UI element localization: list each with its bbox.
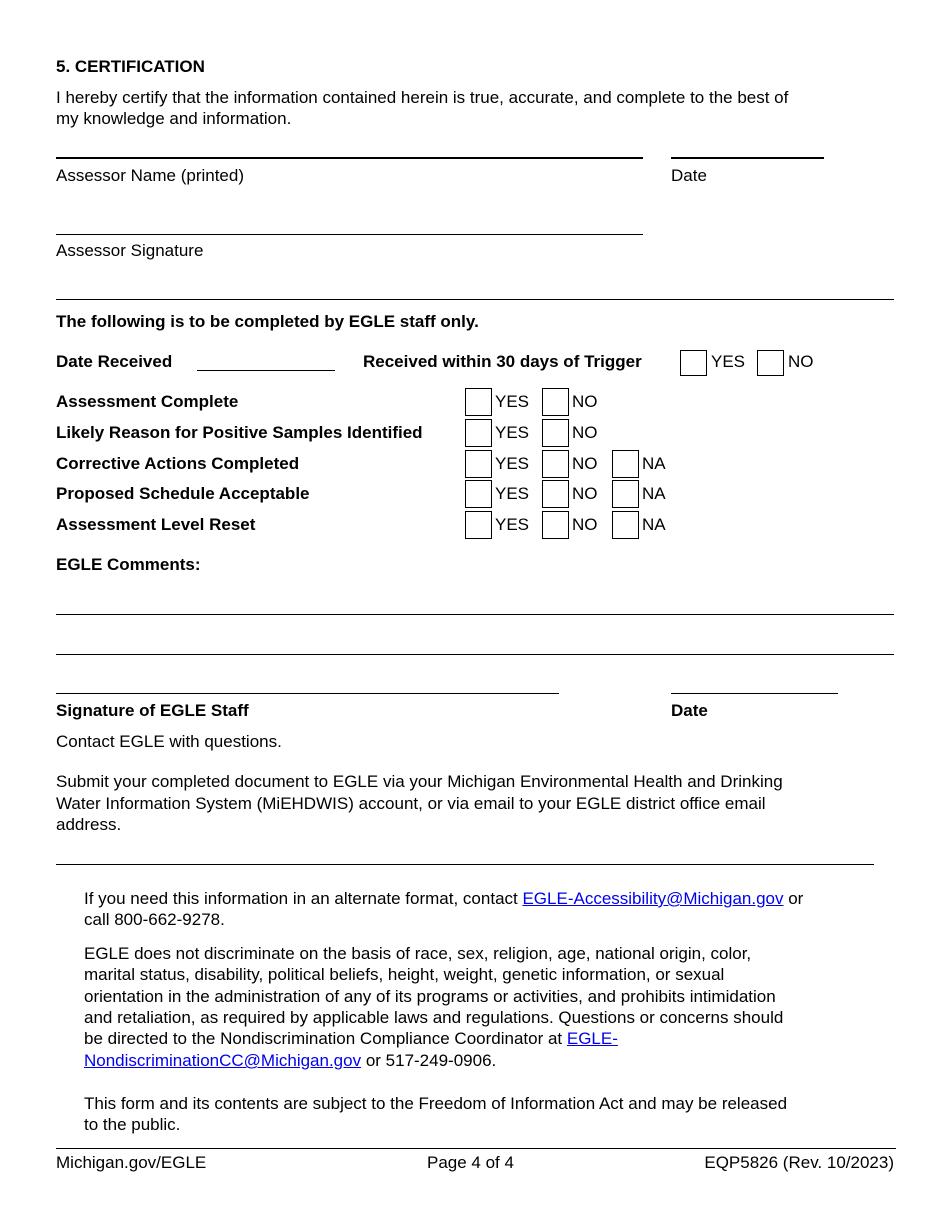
likely-reason-yes-label: YES [495,423,530,442]
proposed-schedule-yes-label: YES [495,484,530,503]
foia-line1: This form and its contents are subject to the Freedom of Information Act and may be released [84,1094,788,1113]
within-30-days-label: Received within 30 days of Trigger [363,352,642,371]
likely-reason-label: Likely Reason for Positive Samples Identified [56,423,423,442]
accessibility-email-link[interactable]: EGLE-Accessibility@Michigan.gov [522,889,784,908]
nondisc-phone: or 517-249-0906. [361,1051,497,1070]
assessment-level-reset-yes-label: YES [495,515,530,534]
egle-comments-label: EGLE Comments: [56,555,201,574]
submit-line3: address. [56,815,122,834]
footer-form-number: EQP5826 (Rev. 10/2023) [704,1153,894,1172]
within-30-yes-label: YES [711,352,746,371]
assessment-complete-no-checkbox[interactable] [542,388,569,416]
submit-line2: Water Information System (MiEHDWIS) account, or via email to your EGLE district office email [56,794,766,813]
proposed-schedule-no-checkbox[interactable] [542,480,569,508]
staff-signature-line[interactable] [56,693,559,694]
assessment-complete-yes-label: YES [495,392,530,411]
assessor-name-line[interactable] [56,157,643,159]
corrective-actions-no-label: NO [572,454,598,473]
assessor-date-label: Date [671,166,707,185]
within-30-yes-checkbox[interactable] [680,350,707,376]
within-30-no-checkbox[interactable] [757,350,784,376]
certification-heading: 5. CERTIFICATION [56,57,205,76]
date-received-label: Date Received [56,352,173,371]
assessment-level-reset-label: Assessment Level Reset [56,515,256,534]
assessor-name-label: Assessor Name (printed) [56,166,245,185]
likely-reason-no-label: NO [572,423,598,442]
alt-format-post: or [783,889,804,908]
corrective-actions-label: Corrective Actions Completed [56,454,300,473]
assessment-complete-label: Assessment Complete [56,392,239,411]
staff-date-line[interactable] [671,693,838,694]
staff-heading: The following is to be completed by EGLE staff only. [56,312,479,331]
corrective-actions-na-checkbox[interactable] [612,450,639,478]
comments-line-2[interactable] [56,654,894,655]
nondisc-line5-text: be directed to the Nondiscrimination Compliance Coordinator at [84,1029,567,1048]
staff-signature-label: Signature of EGLE Staff [56,701,249,720]
notice-divider [56,864,874,865]
corrective-actions-yes-checkbox[interactable] [465,450,492,478]
corrective-actions-na-label: NA [642,454,666,473]
foia-line2: to the public. [84,1115,181,1134]
proposed-schedule-na-checkbox[interactable] [612,480,639,508]
staff-date-label: Date [671,701,708,720]
within-30-no-label: NO [788,352,814,371]
footer-page-number: Page 4 of 4 [427,1153,514,1172]
nondisc-line5 [84,1029,618,1049]
alt-format-pre: If you need this information in an alternate format, contact [84,889,523,908]
contact-line: Contact EGLE with questions. [56,732,282,751]
certification-statement-line2: my knowledge and information. [56,109,292,128]
proposed-schedule-yes-checkbox[interactable] [465,480,492,508]
footer-divider [56,1148,896,1149]
nondisc-email-link-part1[interactable]: EGLE- [566,1029,618,1048]
assessment-level-reset-no-label: NO [572,515,598,534]
proposed-schedule-na-label: NA [642,484,666,503]
likely-reason-yes-checkbox[interactable] [465,419,492,447]
corrective-actions-yes-label: YES [495,454,530,473]
assessment-level-reset-na-checkbox[interactable] [612,511,639,539]
alt-format-line2: call 800-662-9278. [84,910,225,929]
corrective-actions-no-checkbox[interactable] [542,450,569,478]
likely-reason-no-checkbox[interactable] [542,419,569,447]
footer-left: Michigan.gov/EGLE [56,1153,207,1172]
assessment-complete-yes-checkbox[interactable] [465,388,492,416]
assessment-level-reset-yes-checkbox[interactable] [465,511,492,539]
alt-format-line1 [84,889,803,909]
certification-statement-line1: I hereby certify that the information contained herein is true, accurate, and complete to the best of [56,88,789,107]
proposed-schedule-label: Proposed Schedule Acceptable [56,484,310,503]
assessment-level-reset-na-label: NA [642,515,666,534]
submit-line1: Submit your completed document to EGLE via your Michigan Environmental Health and Drinking [56,772,783,791]
section-divider [56,299,894,300]
assessor-date-line[interactable] [671,157,824,159]
nondisc-email-link-part2[interactable]: NondiscriminationCC@Michigan.gov [84,1051,362,1070]
nondisc-line1: EGLE does not discriminate on the basis of race, sex, religion, age, national origin, color, [84,944,752,963]
comments-line-1[interactable] [56,614,894,615]
assessor-signature-line[interactable] [56,234,643,235]
nondisc-line2: marital status, disability, political beliefs, height, weight, genetic information, or sexual [84,965,725,984]
assessment-complete-no-label: NO [572,392,598,411]
nondisc-line4: and retaliation, as required by applicable laws and regulations. Questions or concerns should [84,1008,784,1027]
nondisc-line3: orientation in the administration of any of its programs or activities, and prohibits intimidation [84,987,776,1006]
assessor-signature-label: Assessor Signature [56,241,204,260]
assessment-level-reset-no-checkbox[interactable] [542,511,569,539]
nondisc-line6 [84,1051,496,1071]
proposed-schedule-no-label: NO [572,484,598,503]
date-received-line[interactable] [197,370,335,371]
